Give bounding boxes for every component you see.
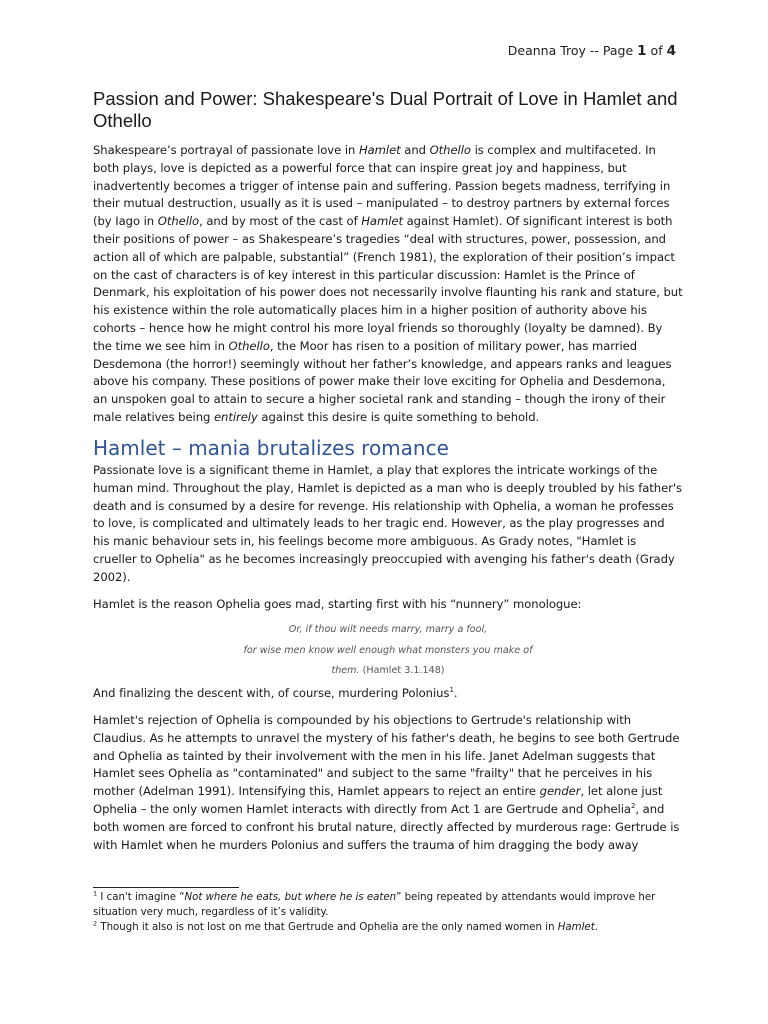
intro-text: , the Moor has risen to a position of military power, has married Desdemona (the horror!) seemingly without her father’s knowledge, and appears ranks and leagues above his company. These positions of power make their love exciting for Ophelia and Desdemona, an unspoken goal to attain to secure a higher societal rank and standing – though the irony of their male relatives being [93,338,672,424]
header-page-label: Page [602,43,634,58]
quote-line: for wise men know well enough what monsters you make of [243,644,533,656]
footnote-number: 2 [93,919,98,928]
footnote-number: 1 [93,889,98,898]
body-paragraph-1 [93,462,683,587]
body-paragraph-3 [93,685,683,703]
intro-italic: Othello [157,214,200,229]
footnote-text: . [594,921,598,933]
intro-italic: entirely [213,409,258,424]
paragraph-text: , and both women are forced to confront his brutal nature, directly affected by murderous rage: Gertrude is with Hamlet when he murders Polonius and suffers the trauma of him dragging the body away [93,801,680,852]
intro-text: against Hamlet). Of significant interest is both their positions of power – as Shakespeare’s tragedies “deal with structures, power, possession, and action all of which are palpable, substantial” (French 1981), the exploration of their position’s impact on the cast of characters is of key interest in this particular discussion: Hamlet is the Prince of Denmark, his exploitation of his power does not necessarily involve flaunting his rank and stature, but his existence within the role automatically places him in a higher position of authority above his cohorts – hence how he might control his more loyal friends so thoroughly (loyalty be damned). By the time we see him in [93,214,683,353]
quote-line: Or, if thou wilt needs marry, marry a fool, [288,624,488,635]
footnote-ref-1[interactable]: 1 [449,686,454,695]
header-page-number: 1 [637,43,647,59]
footnote-text: Though it also is not lost on me that Gertrude and Ophelia are the only named women in [97,921,558,933]
paragraph-text: Passionate love is a significant theme in Hamlet, a play that explores the intricate workings of the human mind. Throughout the play, Hamlet is depicted as a man who is deeply troubled by his father's death and is consumed by a desire for revenge. His relationship with Ophelia, a woman he professes to love, is complicated and ultimately leads to her tragic end. However, as the play progresses and his manic behaviour sets in, his feelings become more ambiguous. As Grady notes, "Hamlet is crueller to Ophelia" as he becomes increasingly preoccupied with avenging his father's death (Grady 2002). [93,463,683,584]
quote-citation: (Hamlet 3.1.148) [359,665,445,676]
intro-italic: Hamlet [361,214,403,229]
paragraph-text: Hamlet is the reason Ophelia goes mad, starting first with his “nunnery” monologue: [93,597,582,611]
footnote-text: I can't imagine “ [97,892,185,903]
block-quote [93,620,683,682]
intro-italic: Othello [228,338,270,353]
paragraph-italic: gender [539,784,581,799]
footnote-2 [93,921,683,936]
intro-text: , and by most of the cast of [199,214,362,229]
paragraph-text: . [453,686,458,700]
header-author: Deanna Troy -- [507,43,599,58]
intro-italic: Hamlet [358,143,401,157]
intro-italic: Othello [429,143,471,157]
header-of-label: of [650,43,663,58]
body-paragraph-4 [93,712,683,854]
paragraph-text: Hamlet's rejection of Ophelia is compounded by his objections to Gertrude's relationship with Claudius. As he attempts to unravel the mystery of his father's death, he begins to see both Gertrude and Ophelia as tainted by their involvement with the men in his life. Janet Adelman suggests that Hamlet sees Ophelia as "contaminated" and subject to the same "frailty" that he perceives in his mother (Adelman 1991). Intensifying this, Hamlet appears to reject an entire [93,713,680,799]
paragraph-text: And finalizing the descent with, of course, murdering Polonius [93,686,450,700]
footnote-text: ” being repeated by attendants would improve her situation very much, regardless of it’s validity. [93,892,656,918]
footnote-italic: Hamlet [557,921,595,933]
body-paragraph-2 [93,596,683,614]
header-page-total: 4 [666,43,676,59]
intro-text: against this desire is quite something to behold. [257,409,540,424]
intro-text: and [400,143,430,157]
page-header [508,43,676,59]
intro-paragraph [93,142,683,427]
quote-line-last [93,661,683,682]
footnote-separator [93,887,239,888]
footnote-1 [93,891,683,921]
intro-text: is complex and multifaceted. In both plays, love is depicted as a powerful force that can inspire great joy and happiness, but inadvertently becomes a trigger of intense pain and suffering. Passion begets madness, terrifying in their mutual destruction, usually as it is used – manipulated – to destroy partners by external forces (by Iago in [93,143,671,229]
footnotes [93,891,683,935]
document-title: Passion and Power: Shakespeare's Dual Portrait of Love in Hamlet and Othello [93,88,678,131]
paragraph-text: , let alone just Ophelia – the only women Hamlet interacts with directly from Act 1 are Gertrude and Ophelia [93,784,663,816]
footnote-ref-2[interactable]: 2 [630,802,636,811]
footnote-italic: Not where he eats, but where he is eaten [184,892,397,903]
intro-text: Shakespeare’s portrayal of passionate love in [93,143,359,157]
quote-line: them. [331,665,360,676]
section-heading: Hamlet – mania brutalizes romance [93,436,449,460]
